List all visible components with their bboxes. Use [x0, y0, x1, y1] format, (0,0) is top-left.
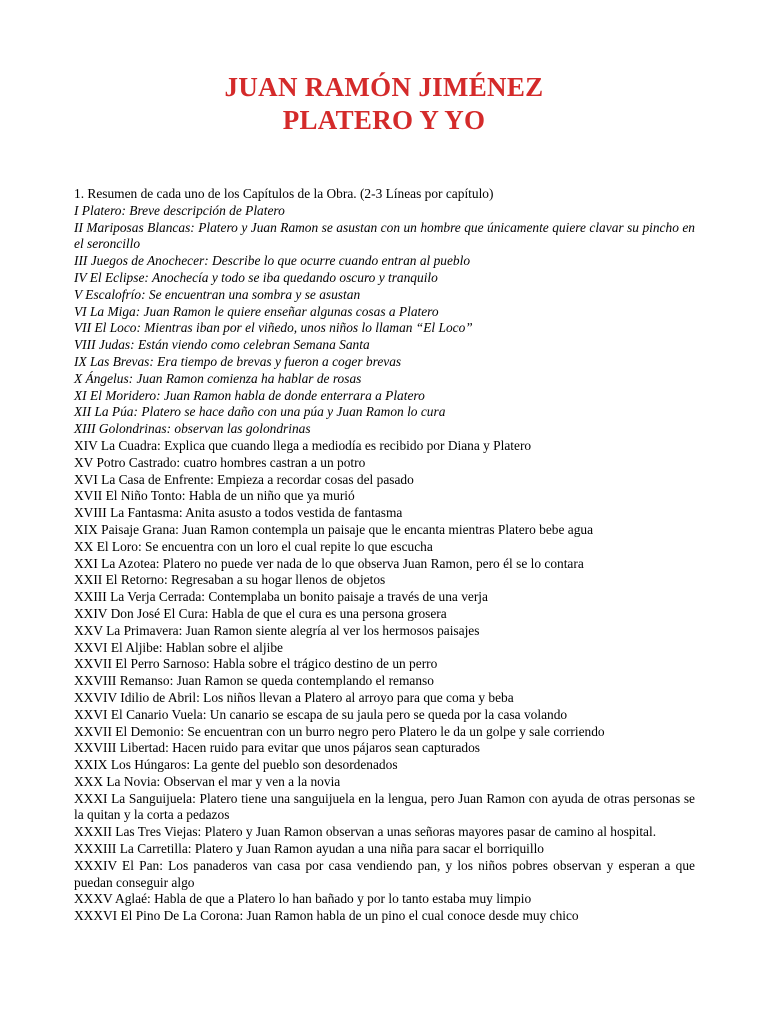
intro-line: 1. Resumen de cada uno de los Capítulos de la Obra. (2-3 Líneas por capítulo): [74, 186, 494, 201]
chapter-summary-line: XXVIII Libertad: Hacen ruido para evitar que unos pájaros sean capturados: [74, 740, 481, 756]
chapter-summary-line: XXVI El Canario Vuela: Un canario se escapa de su jaula pero se queda por la casa volando: [74, 706, 568, 722]
chapter-summary-line: XIII Golondrinas: observan las golondrinas: [74, 421, 311, 437]
chapter-summary-line: XXII El Retorno: Regresaban a su hogar llenos de objetos: [74, 572, 386, 588]
chapter-summary-line: XIX Paisaje Grana: Juan Ramon contempla un paisaje que le encanta mientras Platero bebe agua: [74, 521, 594, 537]
chapter-summary-line: XVII El Niño Tonto: Habla de un niño que ya murió: [74, 488, 355, 504]
chapter-summary-line: XXXII Las Tres Viejas: Platero y Juan Ramon observan a unas señoras mayores pasar de camino al hospital.: [74, 824, 657, 840]
chapter-summary-line: XXV La Primavera: Juan Ramon siente alegría al ver los hermosos paisajes: [74, 622, 480, 638]
chapter-summary-line: IX Las Brevas: Era tiempo de brevas y fueron a coger brevas: [74, 353, 402, 369]
chapter-summary-line: XXXI La Sanguijuela: Platero tiene una sanguijuela en la lengua, pero Juan Ramon con ayuda de otras personas se la quitan y la corta a pedazos: [74, 790, 695, 823]
chapter-summary-line: XI El Moridero: Juan Ramon habla de donde enterrara a Platero: [74, 387, 425, 403]
chapter-summary-line: III Juegos de Anochecer: Describe lo que ocurre cuando entran al pueblo: [74, 253, 471, 269]
book-title: PLATERO Y YO: [282, 105, 486, 135]
chapter-summary-line: XXVIV Idilio de Abril: Los niños llevan a Platero al arroyo para que coma y beba: [74, 689, 514, 705]
chapter-summary-line: XXX La Novia: Observan el mar y ven a la novia: [74, 773, 341, 789]
chapter-summary-line: I Platero: Breve descripción de Platero: [74, 202, 285, 218]
chapter-summary-line: VI La Miga: Juan Ramon le quiere enseñar algunas cosas a Platero: [74, 303, 439, 319]
chapter-summary-line: XXIV Don José El Cura: Habla de que el cura es una persona grosera: [74, 605, 447, 621]
chapter-summary-line: XV Potro Castrado: cuatro hombres castran a un potro: [74, 454, 366, 470]
chapter-summary-line: XX El Loro: Se encuentra con un loro el cual repite lo que escucha: [74, 538, 433, 554]
chapter-summary-line: VII El Loco: Mientras iban por el viñedo, unos niños lo llaman “El Loco”: [74, 320, 473, 336]
chapter-summary-line: XXXIV El Pan: Los panaderos van casa por casa vendiendo pan, y los niños pobres observan y esperan a que puedan conseguir algo: [74, 857, 695, 890]
chapter-summary-line: V Escalofrío: Se encuentran una sombra y se asustan: [74, 286, 361, 302]
chapter-summary-line: XXVI El Aljibe: Hablan sobre el aljibe: [74, 639, 283, 655]
chapter-summary-line: XXIII La Verja Cerrada: Contemplaba un bonito paisaje a través de una verja: [74, 589, 488, 605]
chapter-summary-line: XVIII La Fantasma: Anita asusto a todos vestida de fantasma: [74, 505, 403, 521]
chapter-summary-line: XXXVI El Pino De La Corona: Juan Ramon habla de un pino el cual conoce desde muy chico: [74, 908, 579, 924]
author-title: JUAN RAMÓN JIMÉNEZ: [224, 72, 544, 102]
chapter-summary-line: X Ángelus: Juan Ramon comienza ha hablar de rosas: [74, 370, 362, 386]
chapter-summary-line: XXVII El Demonio: Se encuentran con un burro negro pero Platero le da un golpe y sale corriendo: [74, 723, 605, 739]
chapter-summary-line: XXXIII La Carretilla: Platero y Juan Ramon ayudan a una niña para sacar el borriquillo: [74, 841, 544, 857]
chapter-summary-list: [74, 186, 695, 925]
chapter-summary-line: II Mariposas Blancas: Platero y Juan Ramon se asustan con un hombre que únicamente quiere clavar su pincho en el seroncillo: [74, 219, 695, 252]
chapter-summary-line: XXVII El Perro Sarnoso: Habla sobre el trágico destino de un perro: [74, 656, 438, 672]
chapter-summary-line: XIV La Cuadra: Explica que cuando llega a mediodía es recibido por Diana y Platero: [74, 437, 532, 453]
chapter-summary-line: XII La Púa: Platero se hace daño con una púa y Juan Ramon lo cura: [74, 404, 446, 420]
chapter-summary-line: XXI La Azotea: Platero no puede ver nada de lo que observa Juan Ramon, pero él se lo contara: [74, 555, 584, 571]
chapter-summary-line: XXXV Aglaé: Habla de que a Platero lo han bañado y por lo tanto estaba muy limpio: [74, 891, 532, 907]
chapter-summary-line: XVI La Casa de Enfrente: Empieza a recordar cosas del pasado: [74, 471, 414, 487]
chapter-summary-line: XXIX Los Húngaros: La gente del pueblo son desordenados: [74, 757, 398, 773]
chapter-summary-line: VIII Judas: Están viendo como celebran Semana Santa: [74, 337, 370, 353]
chapter-summary-line: IV El Eclipse: Anochecía y todo se iba quedando oscuro y tranquilo: [74, 269, 438, 285]
chapter-summary-line: XXVIII Remanso: Juan Ramon se queda contemplando el remanso: [74, 673, 434, 689]
